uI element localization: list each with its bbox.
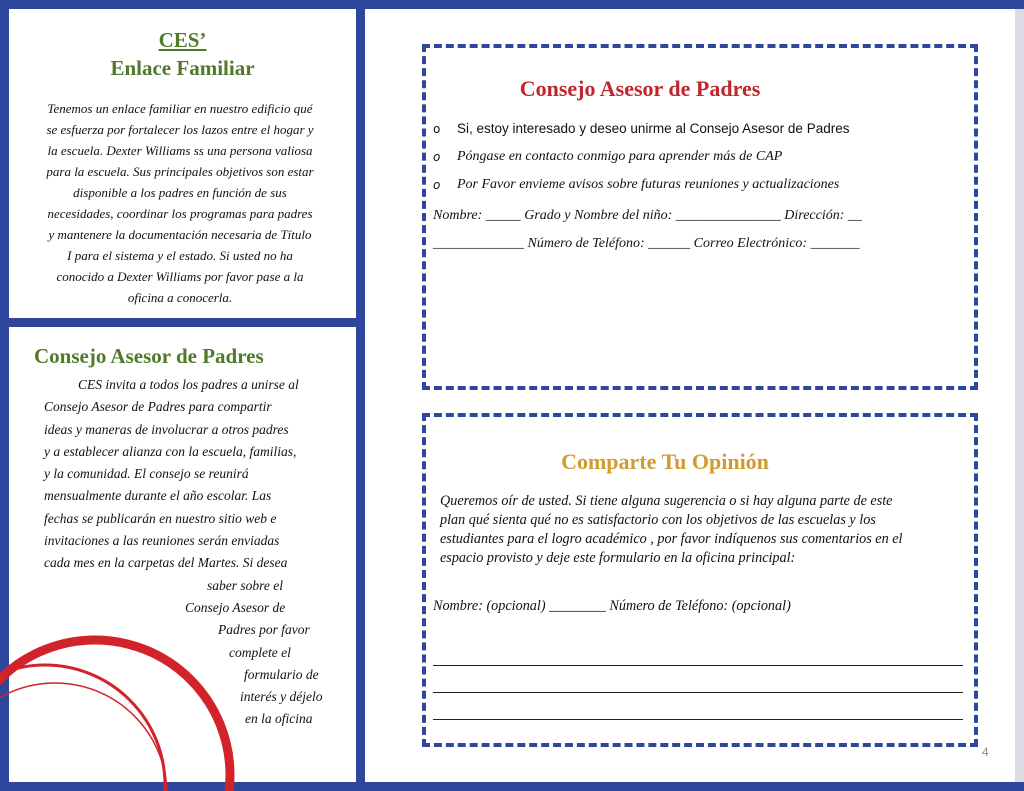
opinion-body bbox=[440, 492, 960, 568]
body-line: se esfuerza por fortalecer los lazos entre el hogar y bbox=[46, 122, 314, 137]
option-notices[interactable] bbox=[433, 174, 973, 202]
body-line: saber sobre el bbox=[207, 577, 283, 593]
bullet-icon: o bbox=[433, 150, 441, 164]
option-contact[interactable] bbox=[433, 146, 973, 174]
comment-line[interactable] bbox=[433, 719, 963, 720]
body-line: y mantenere la documentación necesaria de Título bbox=[48, 227, 312, 242]
body-line: y la comunidad. El consejo se reunirá bbox=[44, 466, 249, 482]
body-line: Consejo Asesor de bbox=[185, 599, 286, 615]
cap-options-list bbox=[433, 118, 973, 202]
body-line: formulario de bbox=[244, 666, 319, 682]
body-line: la escuela. Dexter Williams ss una persona valiosa bbox=[47, 143, 313, 158]
enlace-familiar-body bbox=[22, 98, 338, 308]
cap-form-line-name[interactable]: Nombre: _____ Grado y Nombre del niño: _______________ Dirección: __ bbox=[433, 208, 862, 223]
body-line: complete el bbox=[229, 644, 291, 660]
body-line: oficina a conocerla. bbox=[127, 290, 233, 305]
opinion-title: Comparte Tu Opinión bbox=[561, 449, 769, 474]
body-line: mensualmente durante el año escolar. Las bbox=[44, 488, 272, 504]
body-line: plan qué sienta qué no es satisfactorio con los objetivos de las escuelas y los bbox=[440, 512, 876, 528]
body-line: espacio provisto y deje este formulario en la oficina principal: bbox=[440, 550, 796, 566]
body-line: fechas se publicarán en nuestro sitio web e bbox=[44, 510, 277, 526]
enlace-familiar-title: Enlace Familiar bbox=[110, 56, 255, 80]
ces-title: CES’ bbox=[158, 28, 207, 52]
body-line: Queremos oír de usted. Si tiene alguna sugerencia o si hay alguna parte de este bbox=[440, 493, 893, 509]
vertical-divider bbox=[356, 0, 365, 791]
comment-line[interactable] bbox=[433, 692, 963, 693]
body-line: CES invita a todos los padres a unirse al bbox=[78, 377, 299, 392]
body-line: Tenemos un enlace familiar en nuestro edificio qué bbox=[47, 101, 313, 116]
option-label: Póngase en contacto conmigo para aprender más de CAP bbox=[457, 149, 783, 164]
body-line: conocido a Dexter Williams por favor pase a la bbox=[56, 269, 304, 284]
cap-form-line-contact[interactable]: _____________ Número de Teléfono: ______ Correo Electrónico: _______ bbox=[433, 236, 860, 251]
page-number: 4 bbox=[982, 745, 989, 759]
body-line: Padres por favor bbox=[218, 622, 310, 638]
body-line: invitaciones a las reuniones serán enviadas bbox=[44, 533, 280, 549]
body-line: y a establecer alianza con la escuela, familias, bbox=[44, 443, 297, 459]
body-line: estudiantes para el logro académico , por favor indíquenos sus comentarios en el bbox=[440, 531, 903, 547]
body-line: cada mes en la carpetas del Martes. Si desea bbox=[44, 555, 288, 571]
body-line: Consejo Asesor de Padres para compartir bbox=[44, 399, 272, 415]
cap-form-title: Consejo Asesor de Padres bbox=[519, 76, 761, 101]
comment-line[interactable] bbox=[433, 665, 963, 666]
bullet-icon: o bbox=[433, 122, 441, 136]
option-label: Si, estoy interesado y deseo unirme al Consejo Asesor de Padres bbox=[457, 121, 850, 136]
body-line: necesidades, coordinar los programas para padres bbox=[47, 206, 313, 221]
body-line: interés y déjelo bbox=[240, 689, 323, 705]
body-line: para la escuela. Sus principales objetivos son estar bbox=[46, 164, 314, 179]
body-line: ideas y maneras de involucrar a otros padres bbox=[44, 421, 289, 437]
bullet-icon: o bbox=[433, 178, 441, 192]
body-line: disponible a los padres en función de sus bbox=[73, 185, 287, 200]
opinion-form-line[interactable]: Nombre: (opcional) ________ Número de Teléfono: (opcional) bbox=[433, 598, 791, 614]
option-join[interactable] bbox=[433, 118, 973, 146]
option-label: Por Favor envieme avisos sobre futuras reuniones y actualizaciones bbox=[457, 177, 840, 192]
horizontal-divider bbox=[0, 318, 360, 327]
cap-left-body bbox=[44, 374, 342, 731]
cap-left-title: Consejo Asesor de Padres bbox=[34, 344, 264, 368]
right-edge-shadow bbox=[1015, 9, 1024, 782]
body-line: I para el sistema y el estado. Si usted no ha bbox=[67, 248, 293, 263]
body-line: en la oficina bbox=[245, 711, 313, 727]
